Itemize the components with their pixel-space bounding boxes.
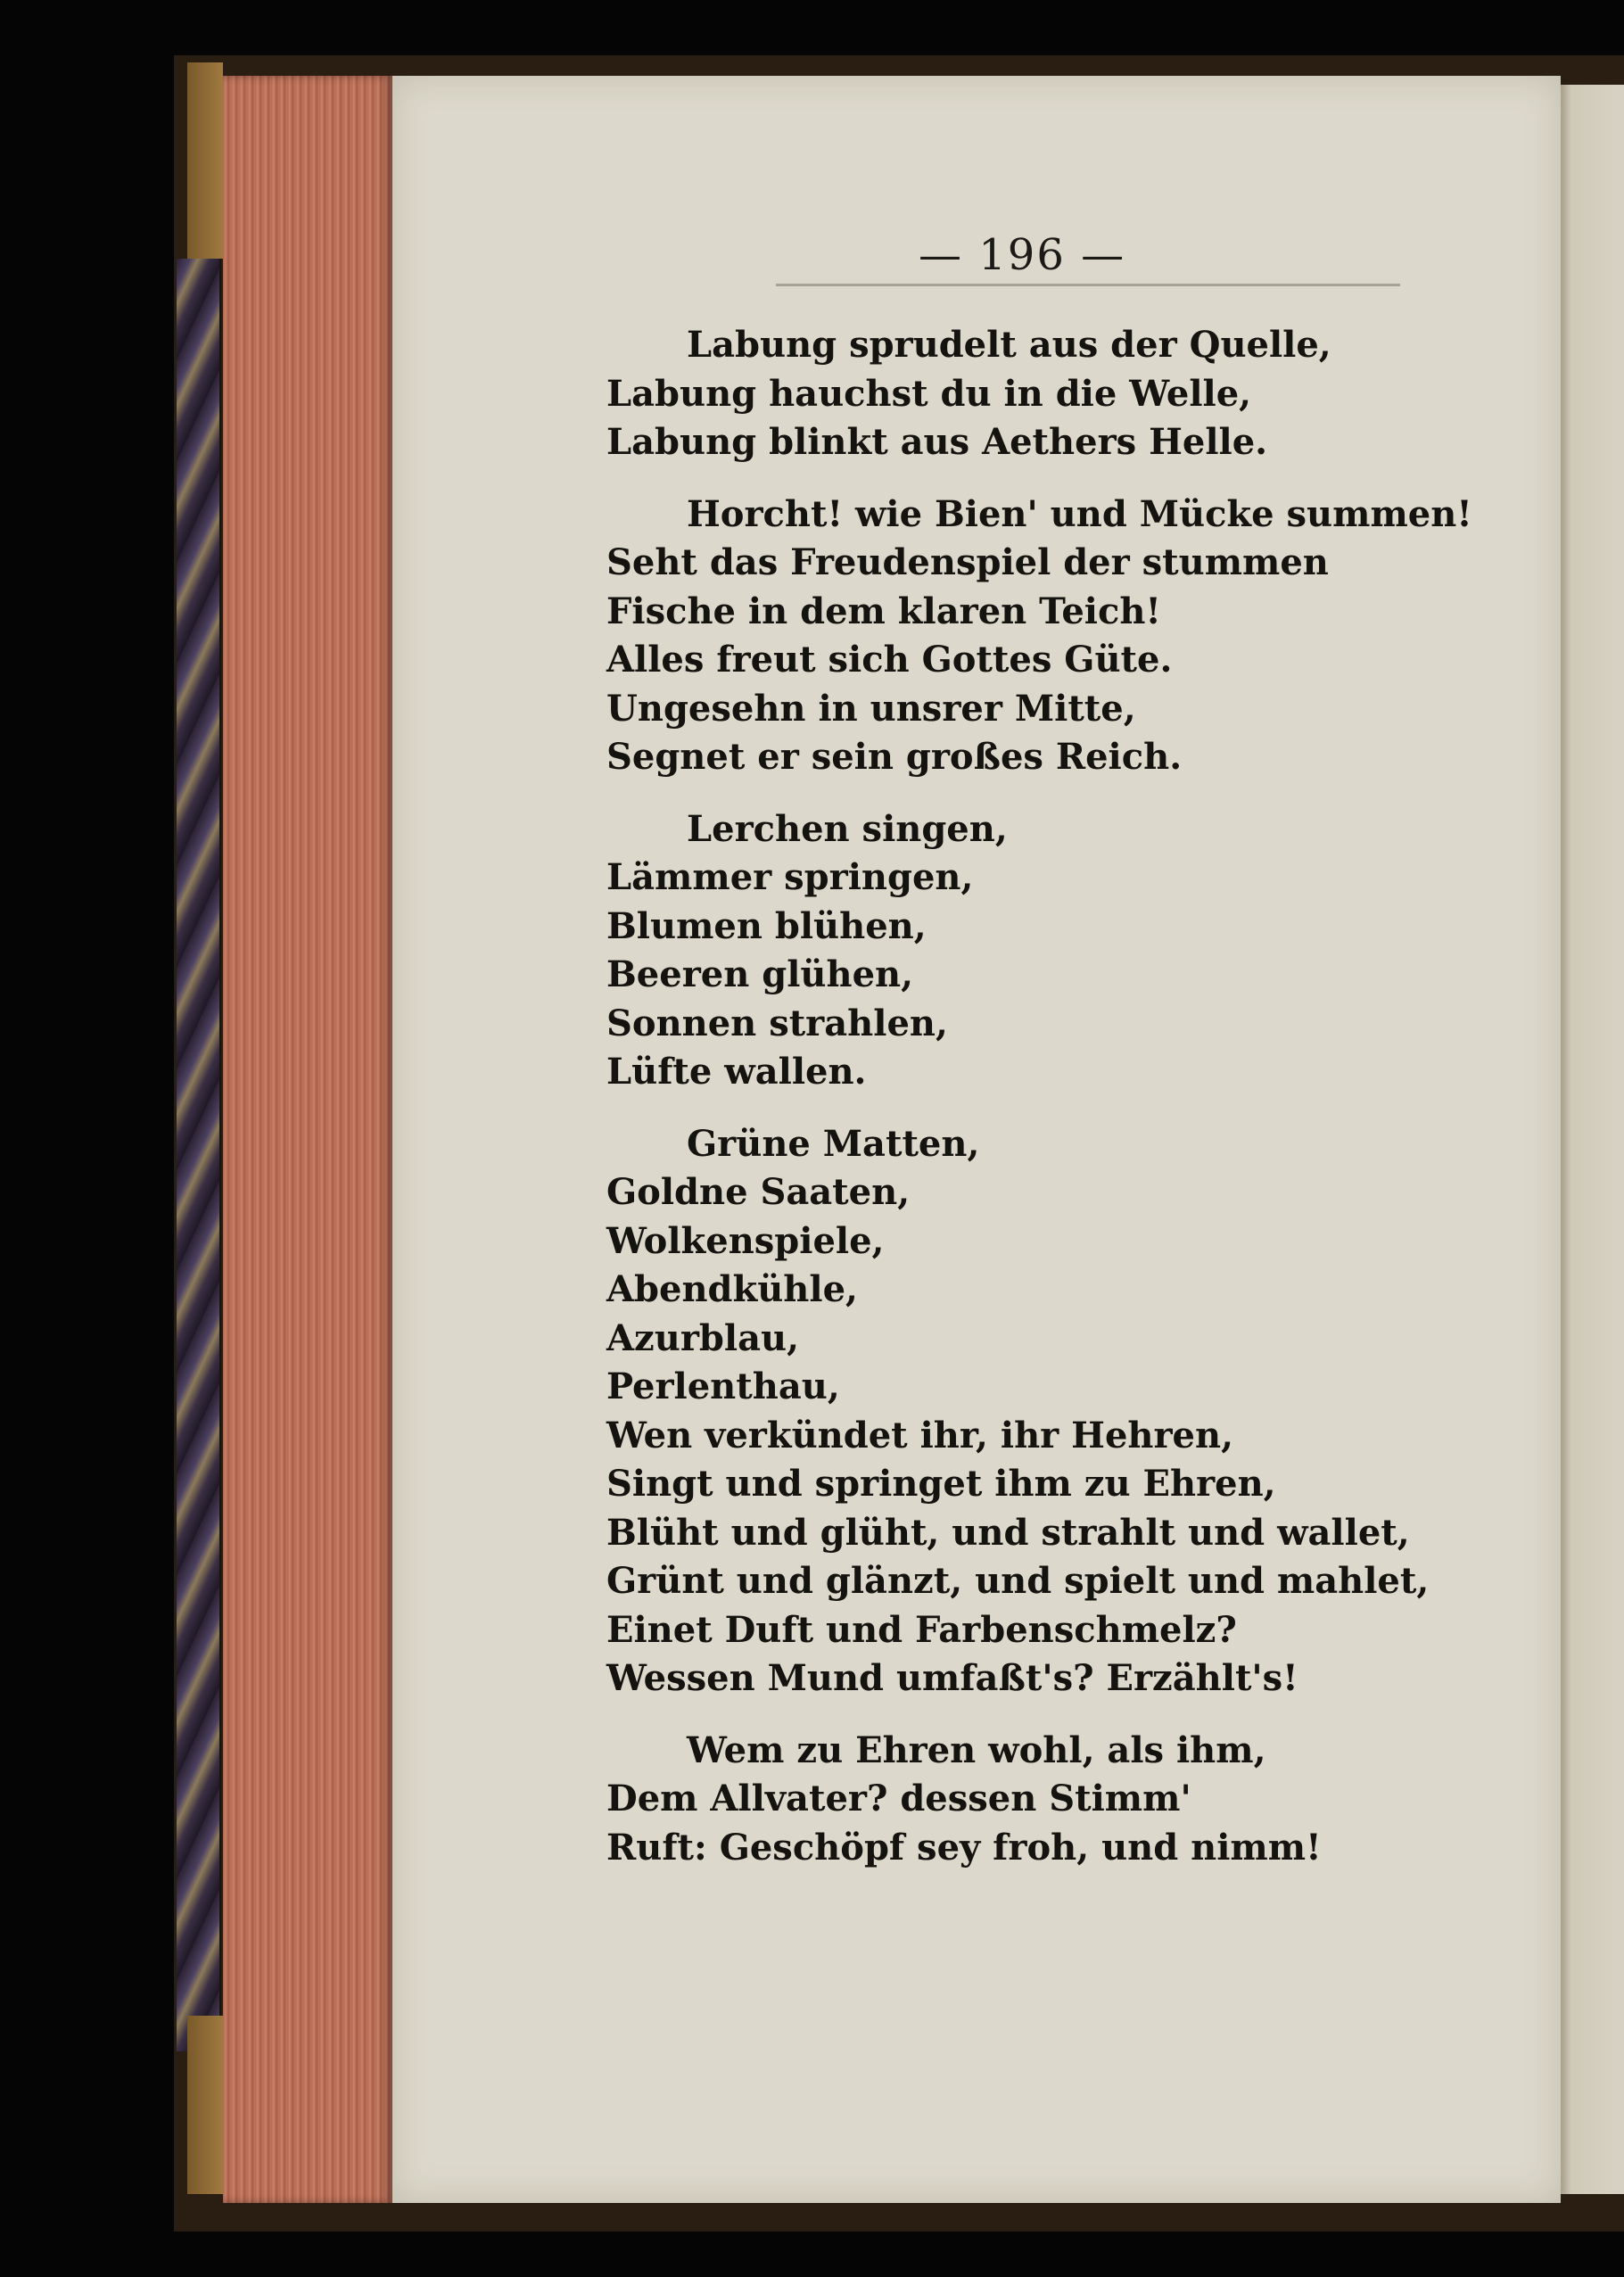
poem-line: Fische in dem klaren Teich! (606, 590, 1161, 632)
poem-line: Grünt und glänzt, und spielt und mahlet, (606, 1560, 1430, 1602)
poem-line: Alles freut sich Gottes Güte. (606, 639, 1173, 681)
poem-text (606, 321, 1543, 1895)
poem-line: Einet Duft und Farbenschmelz? (606, 1608, 1237, 1651)
poem-line: Singt und springet ihm zu Ehren, (606, 1463, 1276, 1505)
poem-line: Goldne Saaten, (606, 1171, 911, 1213)
poem-line: Lüfte wallen. (606, 1051, 867, 1093)
poem-line: Dem Allvater? dessen Stimm' (606, 1778, 1191, 1819)
poem-line: Abendkühle, (606, 1268, 858, 1310)
stanza-1 (606, 321, 1543, 467)
poem-line: Grüne Matten, (687, 1122, 980, 1165)
poem-line: Perlenthau, (606, 1365, 840, 1407)
page-edges (223, 76, 392, 2203)
stanza-5 (606, 1727, 1543, 1873)
poem-line: Beeren glühen, (606, 953, 914, 995)
marbled-cover (177, 259, 221, 2051)
poem-line: Ruft: Geschöpf sey froh, und nimm! (606, 1826, 1322, 1869)
page-number: — 196 — (919, 230, 1126, 280)
poem-line: Lämmer springen, (606, 856, 974, 898)
cover-leather-top (187, 62, 223, 259)
stanza-4 (606, 1120, 1543, 1704)
stanza-3 (606, 805, 1543, 1097)
poem-line: Wen verkündet ihr, ihr Hehren, (606, 1414, 1234, 1456)
poem-line: Labung hauchst du in die Welle, (606, 372, 1252, 415)
poem-line: Blumen blühen, (606, 904, 927, 947)
poem-line: Wem zu Ehren wohl, als ihm, (687, 1728, 1266, 1771)
poem-line: Blüht und glüht, und strahlt und wallet, (606, 1511, 1410, 1554)
stanza-2 (606, 491, 1543, 782)
poem-line: Ungesehn in unsrer Mitte, (606, 687, 1136, 730)
poem-line: Segnet er sein großes Reich. (606, 736, 1183, 778)
facing-page-edge (1561, 85, 1624, 2194)
poem-line: Wessen Mund umfaßt's? Erzählt's! (606, 1657, 1298, 1699)
poem-line: Wolkenspiele, (606, 1219, 885, 1262)
poem-line: Lerchen singen, (687, 807, 1008, 850)
poem-line: Labung blinkt aus Aethers Helle. (606, 421, 1268, 463)
poem-line: Seht das Freudenspiel der stummen (606, 541, 1329, 583)
header-rule (776, 284, 1400, 286)
poem-line: Azurblau, (606, 1316, 799, 1359)
poem-line: Sonnen strahlen, (606, 1002, 948, 1044)
cover-leather-bottom (187, 2016, 223, 2194)
poem-line: Labung sprudelt aus der Quelle, (687, 324, 1331, 366)
poem-line: Horcht! wie Bien' und Mücke summen! (687, 492, 1472, 535)
